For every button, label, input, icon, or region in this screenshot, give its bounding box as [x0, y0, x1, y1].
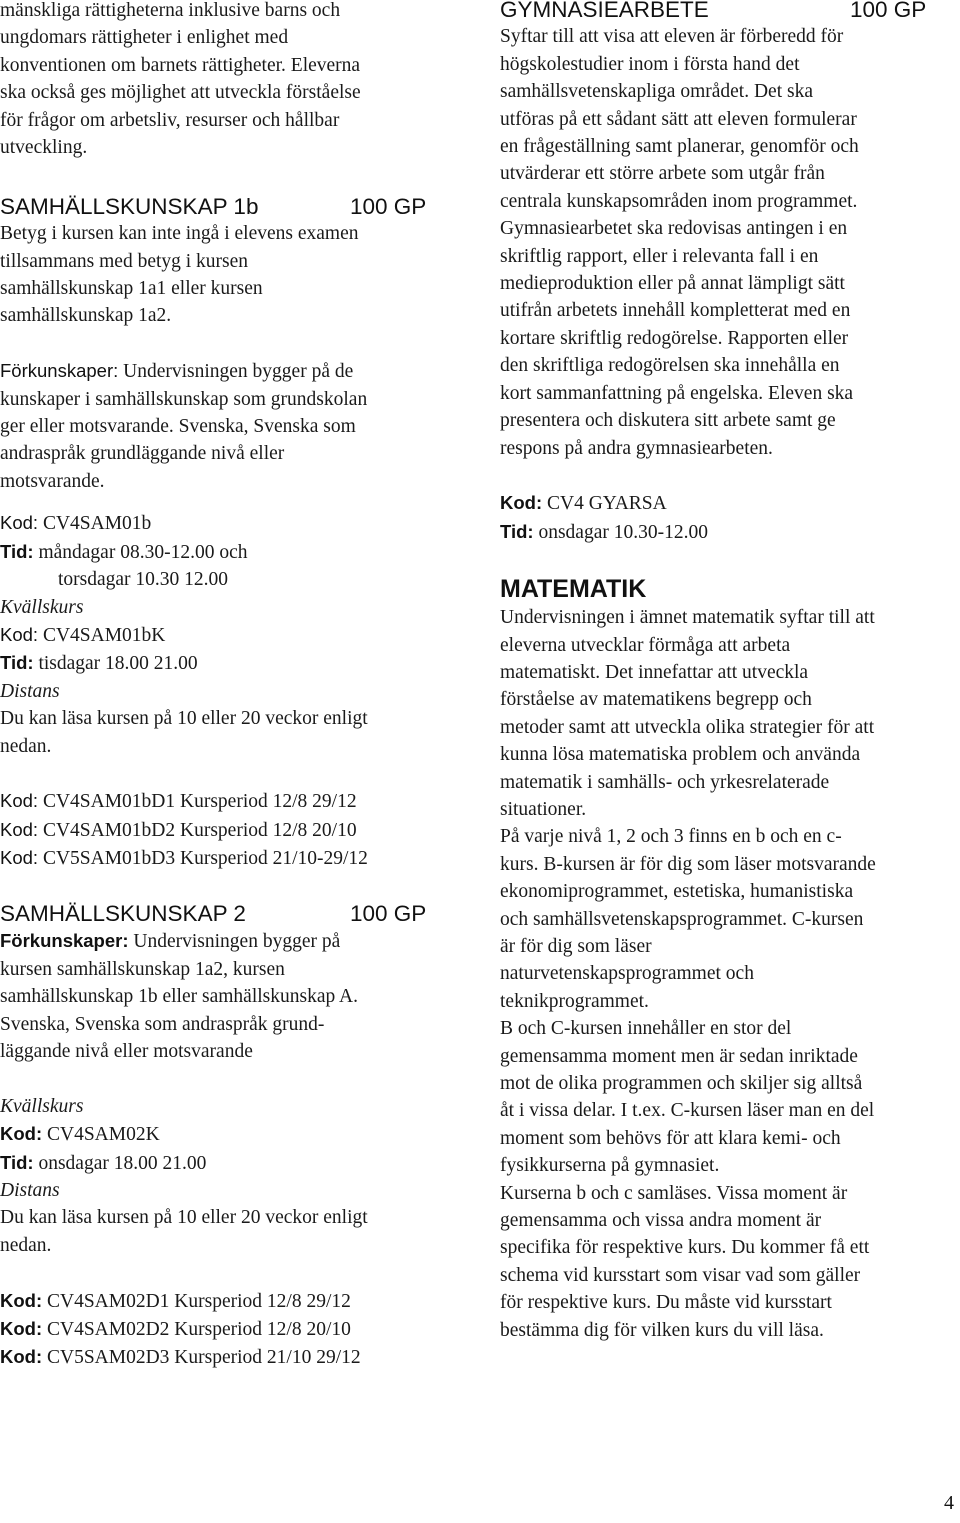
text-line: utvärderar ett större arbete som utgår från	[500, 163, 825, 185]
prerequisites-sam1b	[0, 357, 472, 495]
text-line: kunna lösa matematiska problem och använda	[500, 744, 861, 766]
intro-paragraph	[0, 0, 472, 161]
course-time: måndagar 08.30-12.00 och	[33, 541, 248, 563]
tid-label: Tid:	[0, 1151, 34, 1173]
course-code: CV4SAM01bD1 Kursperiod 12/8 29/12	[38, 791, 357, 813]
text-line: är för dig som läser	[500, 935, 652, 957]
course-title: SAMHÄLLSKUNSKAP 1b	[0, 193, 259, 219]
course-heading-sam1b	[0, 193, 472, 220]
evening-label: Kvällskurs	[0, 1095, 84, 1117]
text-line: samhällsvetenskapliga området. Det ska	[500, 81, 813, 103]
text-line: kunskaper i samhällskunskap som grundskolan	[0, 388, 368, 410]
text-line: fysikkurserna på gymnasiet.	[500, 1155, 720, 1177]
text-line: högskolestudier inom i första hand det	[500, 53, 800, 75]
text-line: metoder samt att utveckla olika strategier för att	[500, 716, 875, 738]
text-line: konventionen om barnets rättigheter. Eleverna	[0, 54, 361, 76]
text-line: kurs. B-kursen är för dig som läser motsvarande	[500, 853, 876, 875]
text-line: ungdomars rättigheter i enlighet med	[0, 27, 289, 49]
distance-codes-sam2	[0, 1287, 472, 1372]
text-line: eleverna utvecklar förmåga att arbeta	[500, 634, 791, 656]
text-line: Gymnasiearbetet ska redovisas antingen i en	[500, 218, 848, 240]
kod-label: Kod:	[0, 1289, 43, 1311]
text-line: naturvetenskapsprogrammet och	[500, 963, 754, 985]
evening-label: Kvällskurs	[0, 596, 84, 618]
course-heading-gymnasiearbete	[500, 0, 960, 23]
course-code: CV4SAM01bK	[38, 624, 166, 646]
schedule-gymnasiearbete	[500, 489, 960, 546]
text-line: motsvarande.	[0, 470, 105, 492]
tid-label: Tid:	[0, 540, 34, 562]
text-line: teknikprogrammet.	[500, 990, 649, 1012]
text-line: förståelse av matematikens begrepp och	[500, 689, 812, 711]
text-line: moment som behövs för att klara kemi- och	[500, 1127, 841, 1149]
text-line: samhällskunskap 1a1 eller kursen	[0, 278, 263, 300]
kod-label: Kod:	[0, 847, 39, 869]
kod-label: Kod:	[0, 790, 39, 812]
text-line: kort sammanfattning på engelska. Eleven ska	[500, 382, 854, 404]
text-line: medieproduktion eller på annat lämpligt sätt	[500, 273, 845, 295]
text-line: läggande nivå eller motsvarande	[0, 1040, 253, 1062]
kod-label: Kod:	[0, 512, 39, 534]
text-line: Kurserna b och c samläses. Vissa moment är	[500, 1182, 848, 1204]
text-line: kursen samhällskunskap 1a2, kursen	[0, 958, 285, 980]
text-line: utifrån arbetets innehåll kompletterat med en	[500, 300, 851, 322]
text-line: utveckling.	[0, 137, 88, 159]
text-line: presentera och diskutera sitt arbete samt ge	[500, 410, 836, 432]
schedule-sam2	[0, 1093, 472, 1259]
text-line: Svenska, Svenska som andraspråk grund-	[0, 1013, 325, 1035]
text-line: för frågor om arbetsliv, resurser och hållbar	[0, 109, 340, 131]
distance-label: Distans	[0, 680, 60, 702]
course-code: CV4SAM01b	[38, 513, 152, 535]
text-line: Undervisningen bygger på	[128, 931, 341, 953]
course-points: 100 GP	[350, 900, 427, 926]
distance-label: Distans	[0, 1179, 60, 1201]
text-line: och samhällsvetenskapsprogrammet. C-kursen	[500, 908, 864, 930]
text-line: för respektive kurs. Du måste vid kursstart	[500, 1292, 832, 1314]
text-line: respons på andra gymnasiearbeten.	[500, 437, 773, 459]
kod-label: Kod:	[0, 623, 39, 645]
text-line: mänskliga rättigheterna inklusive barns och	[0, 0, 341, 21]
course-time: onsdagar 10.30-12.00	[533, 521, 708, 543]
course-points: 100 GP	[350, 193, 427, 219]
text-line: Du kan läsa kursen på 10 eller 20 veckor enligt	[0, 708, 368, 730]
text-line: ekonomiprogrammet, estetiska, humanistiska	[500, 881, 854, 903]
text-line: nedan.	[0, 735, 52, 757]
tid-label: Tid:	[500, 520, 534, 542]
text-line: skriftlig rapport, eller i relevanta fall i en	[500, 245, 819, 267]
text-line: samhällskunskap 1b eller samhällskunskap A.	[0, 986, 358, 1008]
text-line: schema vid kursstart som visar vad som gäller	[500, 1264, 861, 1286]
text-line: matematiskt. Det innefattar att utveckla	[500, 661, 809, 683]
text-line: åt i vissa delar. I t.ex. C-kursen läser man en del	[500, 1100, 875, 1122]
kod-label: Kod:	[0, 1346, 43, 1368]
text-line: Undervisningen i ämnet matematik syftar till att	[500, 607, 875, 629]
course-points: 100 GP	[850, 0, 927, 22]
text-line: matematik i samhälls- och yrkesrelaterade	[500, 771, 830, 793]
text-line: Undervisningen bygger på de	[118, 361, 354, 383]
kod-label: Kod:	[0, 1123, 43, 1145]
text-line: centrala kunskapsområden inom programmet.	[500, 190, 858, 212]
course-time: onsdagar 18.00 21.00	[33, 1152, 207, 1174]
prereq-label: Förkunskaper:	[0, 360, 119, 382]
kod-label: Kod:	[0, 1318, 43, 1339]
text-line: kortare skriftlig redogörelse. Rapporten eller	[500, 327, 849, 349]
kod-label: Kod:	[0, 818, 39, 840]
prerequisites-sam2	[0, 927, 472, 1065]
matematik-description	[500, 604, 960, 1344]
course-code: CV4SAM02D1 Kursperiod 12/8 29/12	[42, 1290, 351, 1312]
course-code: CV4SAM02D2 Kursperiod 12/8 20/10	[42, 1319, 351, 1340]
text-line: den skriftliga redogörelsen ska innehålla en	[500, 355, 840, 377]
text-line: bestämma dig för vilken kurs du vill läsa.	[500, 1319, 824, 1341]
text-line: mot de olika programmen och skiljer sig alltså	[500, 1073, 863, 1095]
text-line: ska också ges möjlighet att utveckla förståelse	[0, 82, 361, 104]
course-code: CV5SAM02D3 Kursperiod 21/10 29/12	[42, 1347, 361, 1369]
subject-heading-matematik: MATEMATIK	[500, 575, 647, 604]
text-line: nedan.	[0, 1234, 52, 1256]
tid-label: Tid:	[0, 652, 34, 674]
text-line: Betyg i kursen kan inte ingå i elevens examen	[0, 223, 359, 245]
course-code: CV4 GYARSA	[542, 493, 667, 515]
kod-label: Kod:	[500, 492, 543, 514]
distance-codes-sam1b	[0, 787, 472, 872]
course-time: tisdagar 18.00 21.00	[33, 653, 198, 675]
left-column	[0, 0, 472, 1372]
text-line: situationer.	[500, 798, 587, 820]
text-line: Syftar till att visa att eleven är förberedd för	[500, 26, 844, 48]
text-line: På varje nivå 1, 2 och 3 finns en b och en c-	[500, 826, 842, 848]
course-code: CV4SAM01bD2 Kursperiod 12/8 20/10	[38, 819, 357, 841]
text-line: en frågeställning samt planerar, genomför och	[500, 136, 859, 158]
schedule-sam1b	[0, 509, 472, 760]
text-line: andraspråk grundläggande nivå eller	[0, 443, 285, 465]
course-time: torsdagar 10.30 12.00	[58, 569, 229, 591]
course-title: GYMNASIEARBETE	[500, 0, 709, 22]
course-heading-sam2	[0, 900, 472, 927]
page-number: 4	[944, 1492, 954, 1514]
course-title: SAMHÄLLSKUNSKAP 2	[0, 900, 246, 926]
text-line: ger eller motsvarande. Svenska, Svenska som	[0, 416, 356, 438]
text-line: specifika för respektive kurs. Du kommer få ett	[500, 1237, 870, 1259]
text-line: Du kan läsa kursen på 10 eller 20 veckor enligt	[0, 1207, 368, 1229]
right-column	[500, 0, 960, 1344]
course-code: CV4SAM02K	[42, 1124, 160, 1146]
text-line: tillsammans med betyg i kursen	[0, 250, 249, 272]
text-line: gemensamma moment men är sedan inriktade	[500, 1045, 858, 1067]
course-description	[0, 220, 472, 330]
text-line: B och C-kursen innehåller en stor del	[500, 1018, 792, 1040]
text-line: gemensamma och vissa andra moment är	[500, 1210, 822, 1232]
prereq-label: Förkunskaper:	[0, 930, 129, 952]
course-code: CV5SAM01bD3 Kursperiod 21/10-29/12	[38, 848, 368, 870]
course-description	[500, 23, 960, 462]
text-line: samhällskunskap 1a2.	[0, 305, 172, 327]
text-line: utföras på ett sådant sätt att eleven formulerar	[500, 108, 857, 130]
